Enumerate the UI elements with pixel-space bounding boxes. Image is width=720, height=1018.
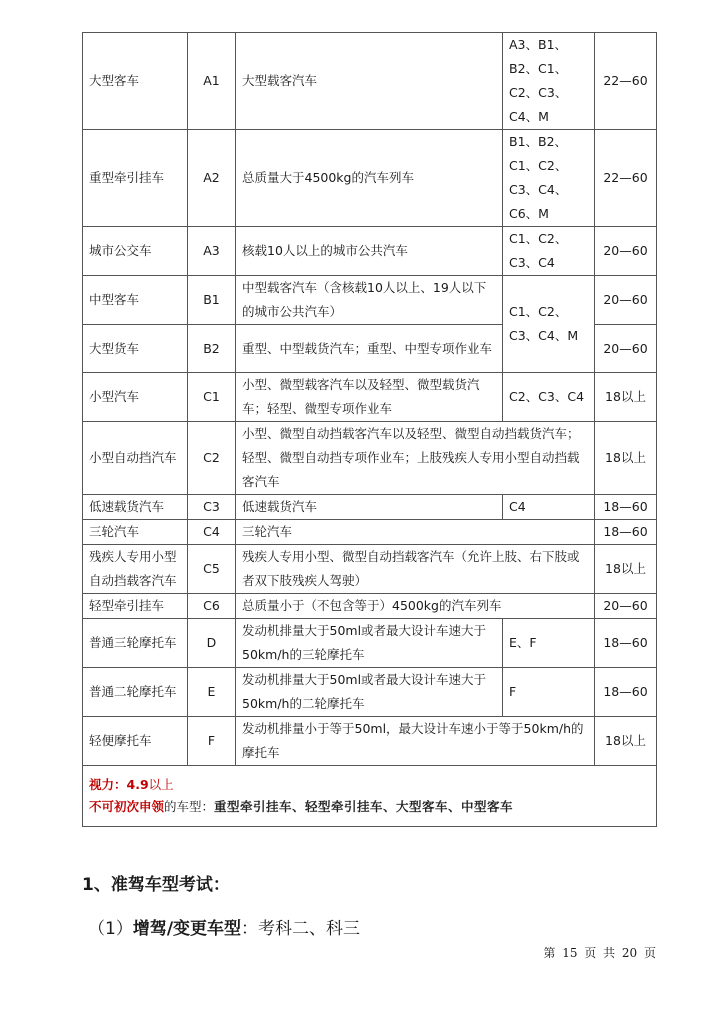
vehicle-type-cell: 轻型牵引挂车 [83,594,188,619]
age-range-cell: 22—60 [595,130,657,227]
included-classes-cell: A3、B1、B2、C1、C2、C3、C4、M [503,33,595,130]
included-classes-cell: E、F [503,619,595,668]
class-code-cell: A2 [188,130,236,227]
description-cell: 总质量大于4500kg的汽车列车 [236,130,503,227]
description-cell: 残疾人专用小型、微型自动挡载客汽车（允许上肢、右下肢或者双下肢残疾人驾驶） [236,545,595,594]
class-code-cell: C2 [188,422,236,495]
age-range-cell: 18以上 [595,373,657,422]
description-cell: 发动机排量大于50ml或者最大设计车速大于50km/h的二轮摩托车 [236,668,503,717]
age-range-cell: 18—60 [595,520,657,545]
description-cell: 大型载客汽车 [236,33,503,130]
description-cell: 发动机排量大于50ml或者最大设计车速大于50km/h的三轮摩托车 [236,619,503,668]
class-code-cell: C1 [188,373,236,422]
table-row [83,668,657,717]
age-range-cell: 20—60 [595,276,657,325]
vehicle-type-cell: 重型牵引挂车 [83,130,188,227]
table-row [83,520,657,545]
age-range-cell: 20—60 [595,325,657,373]
included-classes-cell: B1、B2、C1、C2、C3、C4、C6、M [503,130,595,227]
table-row [83,130,657,227]
table-row [83,495,657,520]
vision-label: 视力：4.9 [89,777,149,792]
table-row [83,276,657,325]
age-range-cell: 18—60 [595,668,657,717]
note-row [83,766,657,827]
included-classes-cell: F [503,668,595,717]
description-cell: 重型、中型载货汽车；重型、中型专项作业车 [236,325,503,373]
vision-requirement [89,774,650,796]
age-range-cell: 18—60 [595,619,657,668]
vehicle-type-cell: 普通三轮摩托车 [83,619,188,668]
vehicle-type-cell: 低速载货汽车 [83,495,188,520]
first-application-restriction [89,796,650,818]
table-row [83,717,657,766]
class-code-cell: C6 [188,594,236,619]
vehicle-type-cell: 残疾人专用小型自动挡载客汽车 [83,545,188,594]
description-cell: 小型、微型载客汽车以及轻型、微型载货汽车；轻型、微型专项作业车 [236,373,503,422]
vehicle-type-cell: 普通二轮摩托车 [83,668,188,717]
age-range-cell: 18以上 [595,422,657,495]
age-range-cell: 18以上 [595,545,657,594]
included-classes-cell: C2、C3、C4 [503,373,595,422]
class-code-cell: A3 [188,227,236,276]
description-cell: 三轮汽车 [236,520,595,545]
age-range-cell: 20—60 [595,227,657,276]
description-cell: 发动机排量小于等于50ml，最大设计车速小于等于50km/h的摩托车 [236,717,595,766]
requirements-note [83,766,657,827]
vehicle-type-cell: 三轮汽车 [83,520,188,545]
table-row [83,594,657,619]
description-cell: 低速载货汽车 [236,495,503,520]
subsection-detail: ：考科二、科三 [241,919,361,939]
page-number: 第 15 页 共 20 页 [543,946,656,960]
class-code-cell: E [188,668,236,717]
restricted-vehicle-list: 重型牵引挂车、轻型牵引挂车、大型客车、中型客车 [214,799,514,814]
vehicle-type-cell: 大型货车 [83,325,188,373]
class-code-cell: A1 [188,33,236,130]
subsection-heading [88,914,360,939]
first-application-mid: 的车型： [164,799,215,814]
vehicle-type-cell: 大型客车 [83,33,188,130]
subsection-number: （1） [88,919,133,939]
vehicle-type-cell: 城市公交车 [83,227,188,276]
description-cell: 总质量小于（不包含等于）4500kg的汽车列车 [236,594,595,619]
table-row [83,373,657,422]
vehicle-type-cell: 小型汽车 [83,373,188,422]
included-classes-cell: C1、C2、C3、C4 [503,227,595,276]
included-classes-cell: C1、C2、C3、C4、M [503,276,595,373]
included-classes-cell: C4 [503,495,595,520]
age-range-cell: 18以上 [595,717,657,766]
vision-suffix: 以上 [148,777,174,792]
table-row [83,422,657,495]
class-code-cell: F [188,717,236,766]
subsection-title: 增驾/变更车型 [132,919,242,939]
class-code-cell: B2 [188,325,236,373]
section-heading: 1、准驾车型考试： [82,875,230,895]
license-class-table [82,32,657,827]
class-code-cell: D [188,619,236,668]
class-code-cell: C5 [188,545,236,594]
class-code-cell: C3 [188,495,236,520]
age-range-cell: 22—60 [595,33,657,130]
table-row [83,545,657,594]
class-code-cell: C4 [188,520,236,545]
description-cell: 中型载客汽车（含核载10人以上、19人以下的城市公共汽车） [236,276,503,325]
table-row [83,227,657,276]
vehicle-type-cell: 中型客车 [83,276,188,325]
vehicle-type-cell: 小型自动挡汽车 [83,422,188,495]
description-cell: 小型、微型自动挡载客汽车以及轻型、微型自动挡载货汽车；轻型、微型自动挡专项作业车；上肢残疾人专用小型自动挡载客汽车 [236,422,595,495]
vehicle-type-cell: 轻便摩托车 [83,717,188,766]
description-cell: 核载10人以上的城市公共汽车 [236,227,503,276]
age-range-cell: 20—60 [595,594,657,619]
class-code-cell: B1 [188,276,236,325]
table-row [83,33,657,130]
first-application-label: 不可初次申领 [89,799,165,814]
table-row [83,619,657,668]
age-range-cell: 18—60 [595,495,657,520]
